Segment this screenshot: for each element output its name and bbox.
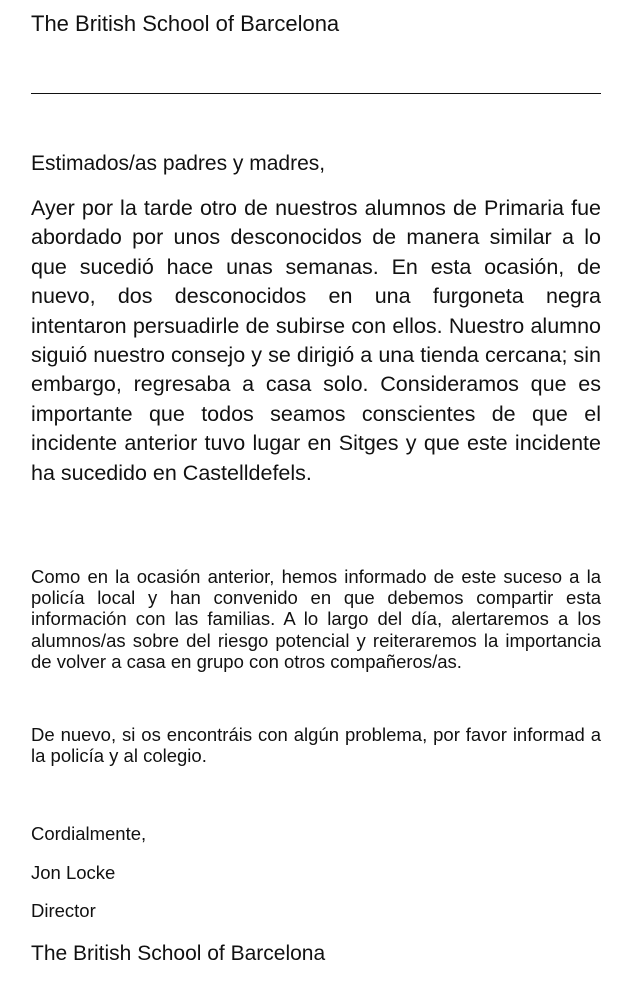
- header-divider: [31, 93, 601, 94]
- letter-greeting: Estimados/as padres y madres,: [31, 152, 326, 175]
- school-name-header: The British School of Barcelona: [31, 11, 340, 36]
- signer-school: The British School of Barcelona: [31, 942, 326, 965]
- letter-page: [31, 0, 601, 995]
- signer-name: Jon Locke: [31, 862, 116, 883]
- letter-paragraph-2: Como en la ocasión anterior, hemos informado de este suceso a la policía local y han convenido en que debemos compartir esta información con las familias. A lo largo del día, alertaremos a los alumnos/as sobre del riesgo potencial y reiteraremos la importancia de volver a casa en grupo con otros compañeros/as.: [31, 566, 601, 672]
- letter-closing: Cordialmente,: [31, 823, 147, 844]
- letter-paragraph-1: Ayer por la tarde otro de nuestros alumnos de Primaria fue abordado por unos desconocidos de manera similar a lo que sucedió hace unas semanas. En esta ocasión, de nuevo, dos desconocidos en una furgoneta negra intentaron persuadirle de subirse con ellos. Nuestro alumno siguió nuestro consejo y se dirigió a una tienda cercana; sin embargo, regresaba a casa solo. Consideramos que es importante que todos seamos conscientes de que el incidente anterior tuvo lugar en Sitges y que este incidente ha sucedido en Castelldefels.: [31, 196, 601, 485]
- letter-paragraph-3: De nuevo, si os encontráis con algún problema, por favor informad a la policía y al colegio.: [31, 724, 601, 767]
- signer-title: Director: [31, 900, 96, 921]
